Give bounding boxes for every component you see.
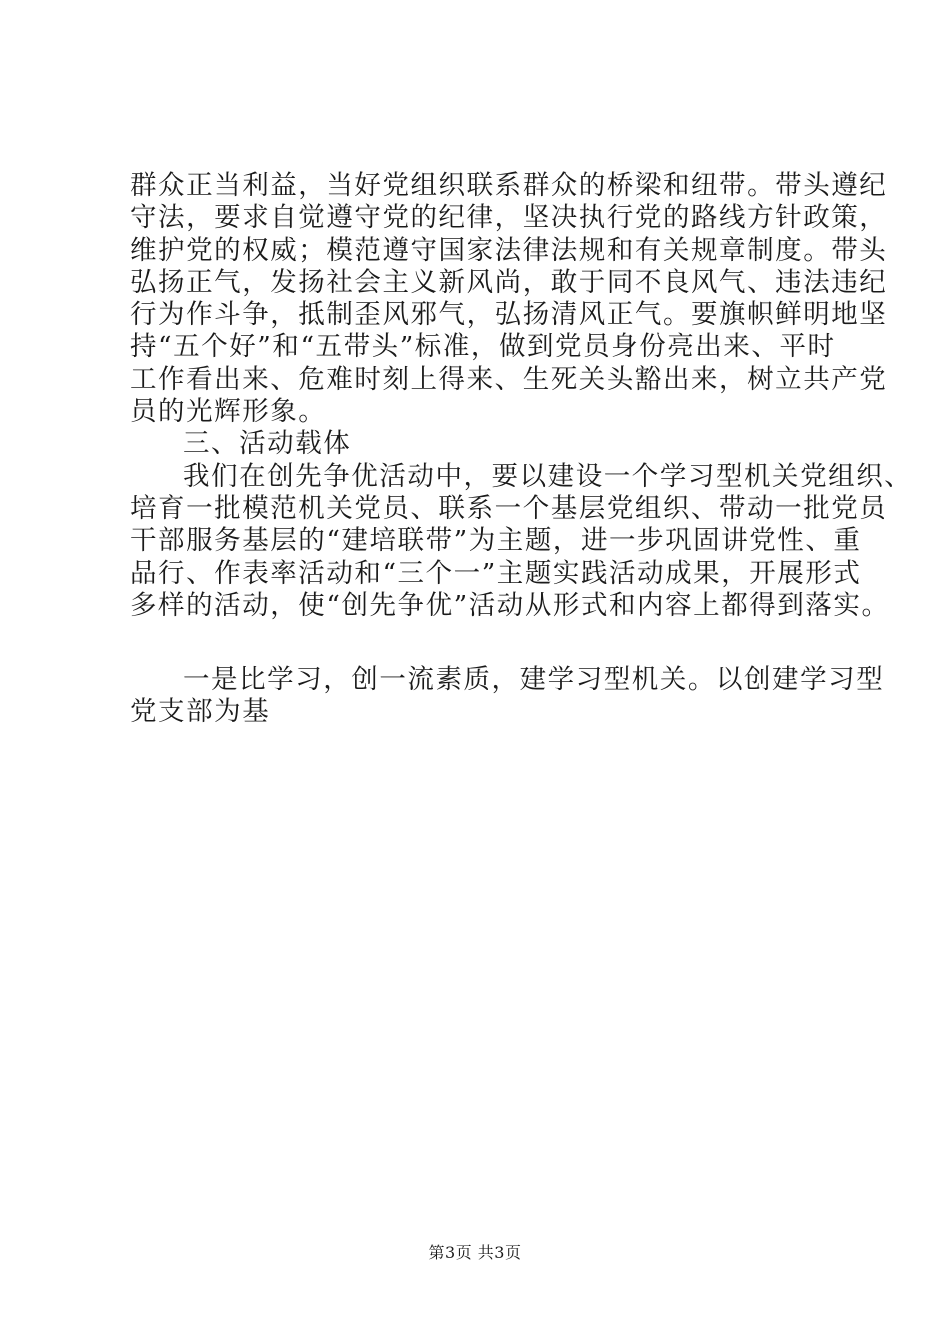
text-line: 党支部为基 [130,696,271,728]
text-line: 群众正当利益，当好党组织联系群众的桥梁和纽带。带头遵纪 [130,170,888,201]
paragraph-study [130,664,885,729]
text-line: 多样的活动，使“创先争优”活动从形式和内容上都得到落实。 [130,589,890,621]
paragraph-spacer [130,622,830,664]
text-line: 员的光辉形象。 [130,396,327,428]
text-line: 一是比学习，创一流素质，建学习型机关。以创建学习型 [183,664,885,696]
text-line: 维护党的权威；模范遵守国家法律法规和有关规章制度。带头 [130,234,888,266]
text-line: 持“五个好”和“五带头”标准，做到党员身份亮出来、平时 [130,331,836,363]
text-line: 培育一批模范机关党员、联系一个基层党组织、带动一批党员 [130,492,888,524]
text-line: 行为作斗争，抵制歪风邪气，弘扬清风正气。要旗帜鲜明地坚 [130,299,888,331]
text-line: 干部服务基层的“建培联带”为主题，进一步巩固讲党性、重 [130,525,862,557]
text-line: 品行、作表率活动和“三个一”主题实践活动成果，开展形式 [130,557,862,589]
page-number-label: 第3页 共3页 [428,1243,522,1262]
section-heading: 三、活动载体 [183,428,352,460]
text-line: 弘扬正气，发扬社会主义新风尚，敢于同不良风气、违法违纪 [130,266,888,298]
document-body [130,170,913,729]
text-line: 工作看出来、危难时刻上得来、生死关头豁出来，树立共产党 [130,363,888,395]
page-footer [0,1243,950,1263]
text-line: 我们在创先争优活动中，要以建设一个学习型机关党组织、 [183,460,913,492]
paragraph-activity-carrier [130,460,913,622]
text-line: 守法，要求自觉遵守党的纪律，坚决执行党的路线方针政策， [130,202,888,234]
paragraph-leader-role [130,170,888,428]
